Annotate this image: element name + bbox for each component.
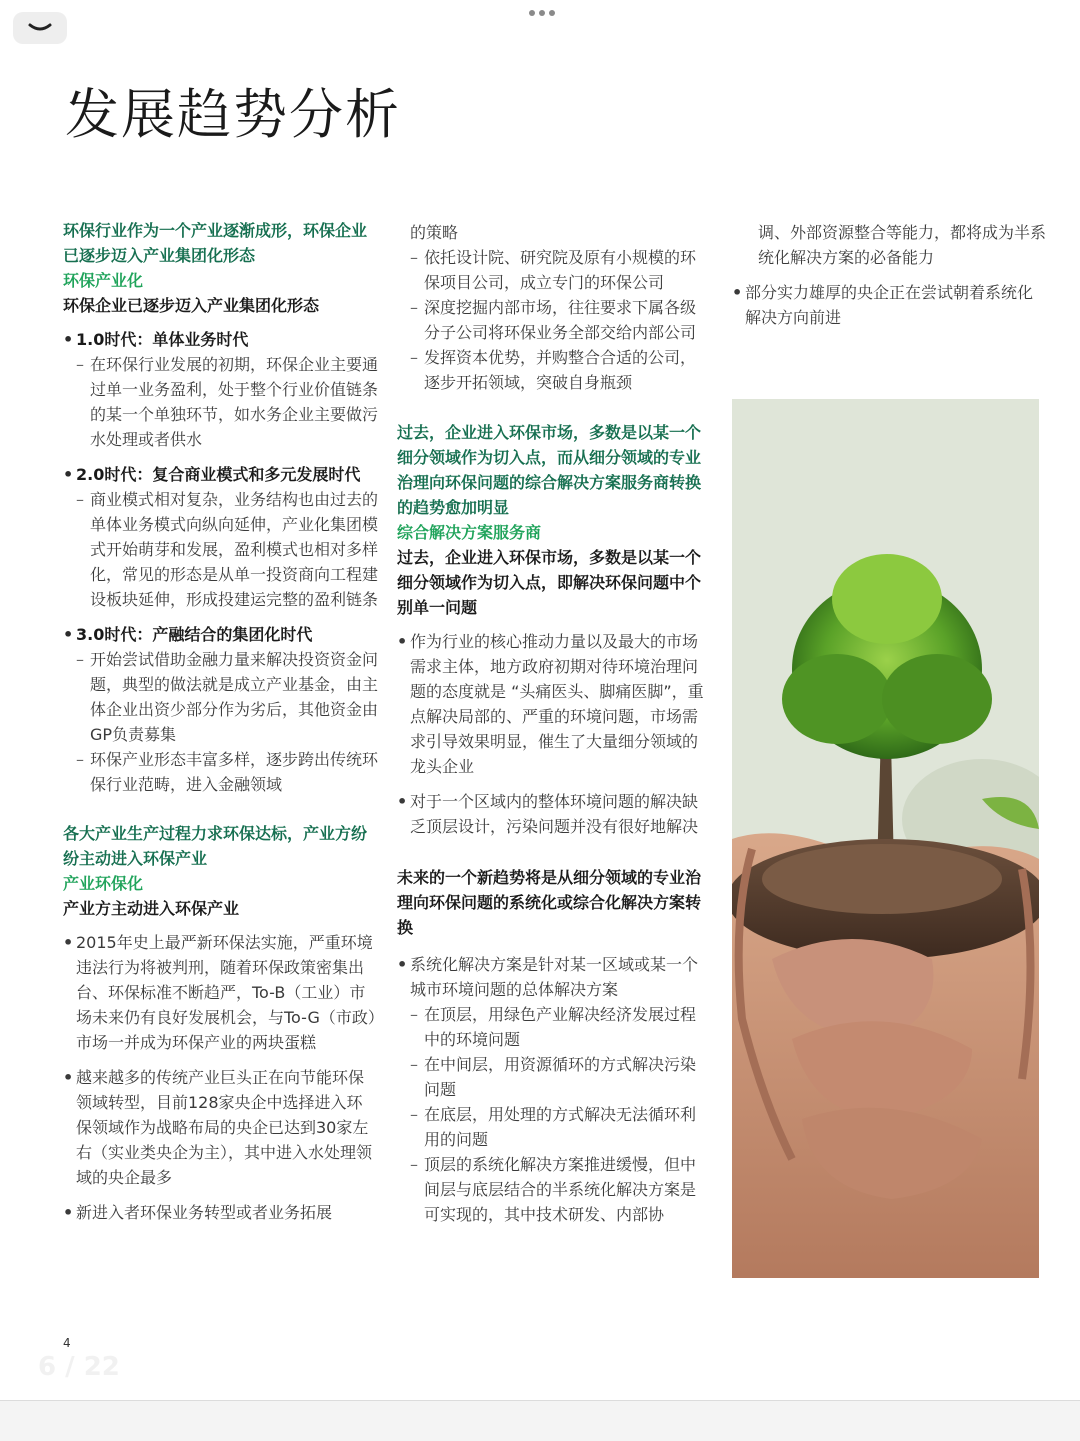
sub-list-item: – 顶层的系统化解决方案推进缓慢，但中间层与底层结合的半系统化解决方案是可实现的，其中技术研发、内部协	[410, 1155, 697, 1224]
sub-list-item: – 依托设计院、研究院及原有小规模的环保项目公司，成立专门的环保公司	[410, 248, 697, 292]
tree-in-hands-illustration	[732, 399, 1039, 1278]
list-item: • 2.0时代：复合商业模式和多元发展时代	[63, 465, 361, 484]
list-item: • 系统化解决方案是针对某一区域或某一个城市环境问题的总体解决方案	[397, 955, 699, 999]
chevron-down-icon	[27, 21, 53, 35]
section-subheading: 产业方主动进入环保产业	[63, 899, 240, 918]
section-tag: 环保产业化	[63, 271, 144, 290]
section-subheading: 环保企业已逐步迈入产业集团化形态	[63, 296, 320, 315]
collapse-button[interactable]	[13, 12, 67, 44]
list-item: • 对于一个区域内的整体环境问题的解决缺乏顶层设计，污染问题并没有很好地解决	[397, 792, 699, 836]
sub-list-item: – 商业模式相对复杂，业务结构也由过去的单体业务模式向纵向延伸，产业化集团模式开始萌芽和发展，盈利模式也相对多样化，常见的形态是从单一投资商向工程建设板块延伸，形成投建运完整的盈利链条	[76, 490, 379, 609]
list-item: • 2015年史上最严新环保法实施，严重环境违法行为将被判刑，随着环保政策密集出台、环保标准不断趋严，To-B（工业）市场未来仍有良好发展机会，与To-G（市政）市场一并成为环保产业的两块蛋糕	[63, 933, 376, 1052]
list-item: • 作为行业的核心推动力量以及最大的市场需求主体，地方政府初期对待环境治理问题的态度就是 “头痛医头、脚痛医脚”，重点解决局部的、严重的环境问题，市场需求引导效果明显，催生了大量细分领域的龙头企业	[397, 632, 704, 776]
sub-list-item: – 发挥资本优势，并购整合合适的公司，逐步开拓领域，突破自身瓶颈	[410, 348, 697, 392]
list-item: • 新进入者环保业务转型或者业务拓展	[63, 1203, 333, 1222]
sub-list-item: – 深度挖掘内部市场，往往要求下属各级分子公司将环保业务全部交给内部公司	[410, 298, 697, 342]
section-heading-environmentalization: 各大产业生产过程力求环保达标，产业方纷纷主动进入环保产业	[63, 824, 368, 868]
sub-list-item: – 开始尝试借助金融力量来解决投资资金问题，典型的做法就是成立产业基金，由主体企业出资少部分作为劣后，其他资金由GP负责募集	[76, 650, 379, 744]
section-heading-solutions: 过去，企业进入环保市场，多数是以某一个细分领域作为切入点，而从细分领域的专业治理向环保问题的综合解决方案服务商转换的趋势愈加明显	[397, 423, 702, 517]
section-heading-future-trend: 未来的一个新趋势将是从细分领域的专业治理向环保问题的系统化或综合化解决方案转换	[397, 868, 702, 937]
sub-list-item: – 在中间层，用资源循环的方式解决污染问题	[410, 1055, 697, 1099]
sub-list-item: – 环保产业形态丰富多样，逐步跨出传统环保行业范畴，进入金融领域	[76, 750, 379, 794]
continued-text: 调、外部资源整合等能力，都将成为半系统化解决方案的必备能力	[758, 223, 1047, 267]
list-item: • 3.0时代：产融结合的集团化时代	[63, 625, 313, 644]
bottom-toolbar	[0, 1400, 1080, 1441]
sub-list-item: – 在顶层，用绿色产业解决经济发展过程中的环境问题	[410, 1005, 697, 1049]
list-item: • 1.0时代：单体业务时代	[63, 330, 249, 349]
section-tag: 综合解决方案服务商	[397, 523, 542, 542]
column-middle	[397, 220, 709, 1227]
page-title: 发展趋势分析	[65, 83, 401, 146]
continued-text: 的策略	[410, 223, 459, 242]
section-subheading: 过去，企业进入环保市场，多数是以某一个细分领域作为切入点，即解决环保问题中个别单一问题	[397, 548, 702, 617]
section-tag: 产业环保化	[63, 874, 144, 893]
sub-list-item: – 在底层，用处理的方式解决无法循环利用的问题	[410, 1105, 697, 1149]
sub-list-item: – 在环保行业发展的初期，环保企业主要通过单一业务盈利，处于整个行业价值链条的某一个单独环节，如水务企业主要做污水处理或者供水	[76, 355, 379, 449]
more-dots-icon[interactable]	[522, 4, 562, 22]
page-number: 4	[63, 1336, 71, 1350]
page-counter: 6 / 22	[38, 1352, 120, 1382]
tree-in-hands-photo	[732, 399, 1039, 1278]
list-item: • 越来越多的传统产业巨头正在向节能环保领域转型，目前128家央企中选择进入环保领域作为战略布局的央企已达到30家左右（实业类央企为主），其中进入水处理领域的央企最多	[63, 1068, 373, 1187]
list-item: • 部分实力雄厚的央企正在尝试朝着系统化解决方向前进	[732, 283, 1034, 327]
column-left	[63, 218, 378, 1225]
column-right	[732, 220, 1047, 330]
section-heading-industrialization: 环保行业作为一个产业逐渐成形，环保企业已逐步迈入产业集团化形态	[63, 221, 368, 265]
